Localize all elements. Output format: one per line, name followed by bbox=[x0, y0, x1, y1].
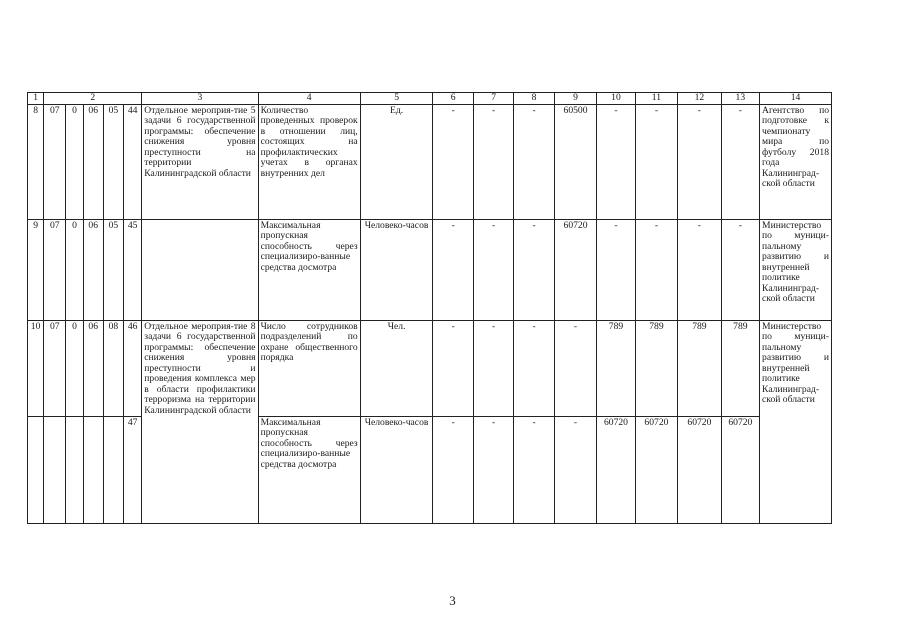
code-cell: 0 bbox=[66, 219, 83, 320]
value-cell: - bbox=[473, 104, 513, 219]
value-cell: - bbox=[514, 416, 554, 523]
value-cell: - bbox=[473, 320, 513, 416]
value-cell: - bbox=[514, 104, 554, 219]
value-cell: - bbox=[721, 104, 759, 219]
value-cell: 789 bbox=[721, 320, 759, 416]
code-cell bbox=[44, 416, 66, 523]
code-cell: 05 bbox=[103, 104, 123, 219]
value-cell: 789 bbox=[635, 320, 677, 416]
indicator-cell: Количество проведенных проверок в отношении лиц, состоящих на профилактических учетах в органах внутренних дел bbox=[258, 104, 360, 219]
responsible-cell: Агентство по подготовке к чемпионату мира по футболу 2018 года Калининград-ской области bbox=[760, 104, 832, 219]
code-cell: 07 bbox=[44, 219, 66, 320]
value-cell: 789 bbox=[678, 320, 721, 416]
value-cell: - bbox=[473, 416, 513, 523]
unit-cell: Человеко-часов bbox=[360, 219, 433, 320]
header-cell: 4 bbox=[258, 93, 360, 105]
row-number: 10 bbox=[28, 320, 44, 416]
code-cell: 0 bbox=[66, 104, 83, 219]
value-cell: 60720 bbox=[554, 219, 596, 320]
value-cell: - bbox=[433, 104, 473, 219]
code-cell: 07 bbox=[44, 320, 66, 416]
value-cell: - bbox=[433, 219, 473, 320]
unit-cell: Ед. bbox=[360, 104, 433, 219]
code-cell: 07 bbox=[44, 104, 66, 219]
value-cell: 60720 bbox=[597, 416, 635, 523]
value-cell: - bbox=[433, 416, 473, 523]
code-cell bbox=[103, 416, 123, 523]
responsible-cell: Министерство по муници-пальному развитию и внутренней политике Калининград-ской области bbox=[760, 219, 832, 320]
header-cell: 7 bbox=[473, 93, 513, 105]
code-cell: 44 bbox=[124, 104, 142, 219]
indicator-cell: Максимальная пропускная способность через специализиро-ванные средства досмотра bbox=[258, 416, 360, 523]
header-cell: 10 bbox=[597, 93, 635, 105]
responsible-cell: Министерство по муници-пальному развитию и внутренней политике Калининград-ской области bbox=[760, 320, 832, 523]
value-cell: - bbox=[635, 219, 677, 320]
header-cell: 1 bbox=[28, 93, 44, 105]
value-cell: - bbox=[514, 320, 554, 416]
value-cell: - bbox=[678, 219, 721, 320]
value-cell: - bbox=[554, 320, 596, 416]
header-cell: 6 bbox=[433, 93, 473, 105]
indicators-table bbox=[27, 92, 832, 524]
code-cell: 06 bbox=[83, 104, 103, 219]
header-cell: 12 bbox=[678, 93, 721, 105]
indicator-cell: Число сотрудников подразделений по охране общественного порядка bbox=[258, 320, 360, 416]
header-cell: 14 bbox=[760, 93, 832, 105]
code-cell: 06 bbox=[83, 320, 103, 416]
value-cell: - bbox=[597, 104, 635, 219]
table-row bbox=[28, 104, 832, 219]
row-number: 8 bbox=[28, 104, 44, 219]
value-cell: 60720 bbox=[721, 416, 759, 523]
code-cell: 45 bbox=[124, 219, 142, 320]
code-cell: 08 bbox=[103, 320, 123, 416]
table-row bbox=[28, 219, 832, 320]
value-cell: - bbox=[721, 219, 759, 320]
value-cell: - bbox=[635, 104, 677, 219]
measure-cell: Отдельное мероприя-тие 5 задачи 6 государственной программы: обеспечение снижения уровня преступности на территории Калининградской области bbox=[142, 104, 258, 219]
code-cell: 46 bbox=[124, 320, 142, 416]
header-cell: 5 bbox=[360, 93, 433, 105]
value-cell: - bbox=[514, 219, 554, 320]
header-cell: 8 bbox=[514, 93, 554, 105]
code-cell bbox=[66, 416, 83, 523]
row-number: 9 bbox=[28, 219, 44, 320]
value-cell: 60720 bbox=[678, 416, 721, 523]
value-cell: - bbox=[433, 320, 473, 416]
code-cell bbox=[83, 416, 103, 523]
row-number bbox=[28, 416, 44, 523]
code-cell: 05 bbox=[103, 219, 123, 320]
table-row bbox=[28, 320, 832, 416]
value-cell: 60500 bbox=[554, 104, 596, 219]
header-cell: 3 bbox=[142, 93, 258, 105]
header-cell: 11 bbox=[635, 93, 677, 105]
value-cell: 789 bbox=[597, 320, 635, 416]
value-cell: - bbox=[473, 219, 513, 320]
measure-cell bbox=[142, 219, 258, 320]
value-cell: 60720 bbox=[635, 416, 677, 523]
code-cell: 0 bbox=[66, 320, 83, 416]
value-cell: - bbox=[597, 219, 635, 320]
code-cell: 06 bbox=[83, 219, 103, 320]
page-number: 3 bbox=[449, 593, 456, 608]
indicator-cell: Максимальная пропускная способность через специализиро-ванные средства досмотра bbox=[258, 219, 360, 320]
header-cell: 2 bbox=[44, 93, 142, 105]
header-cell: 13 bbox=[721, 93, 759, 105]
header-cell: 9 bbox=[554, 93, 596, 105]
unit-cell: Человеко-часов bbox=[360, 416, 433, 523]
value-cell: - bbox=[554, 416, 596, 523]
value-cell: - bbox=[678, 104, 721, 219]
code-cell: 47 bbox=[124, 416, 142, 523]
measure-cell: Отдельное мероприя-тие 8 задачи 6 государственной программы: обеспечение снижения уровня преступности и проведения комплекса мер в области профилактики терроризма на территории Калининградской области bbox=[142, 320, 258, 523]
header-row bbox=[28, 93, 832, 105]
unit-cell: Чел. bbox=[360, 320, 433, 416]
